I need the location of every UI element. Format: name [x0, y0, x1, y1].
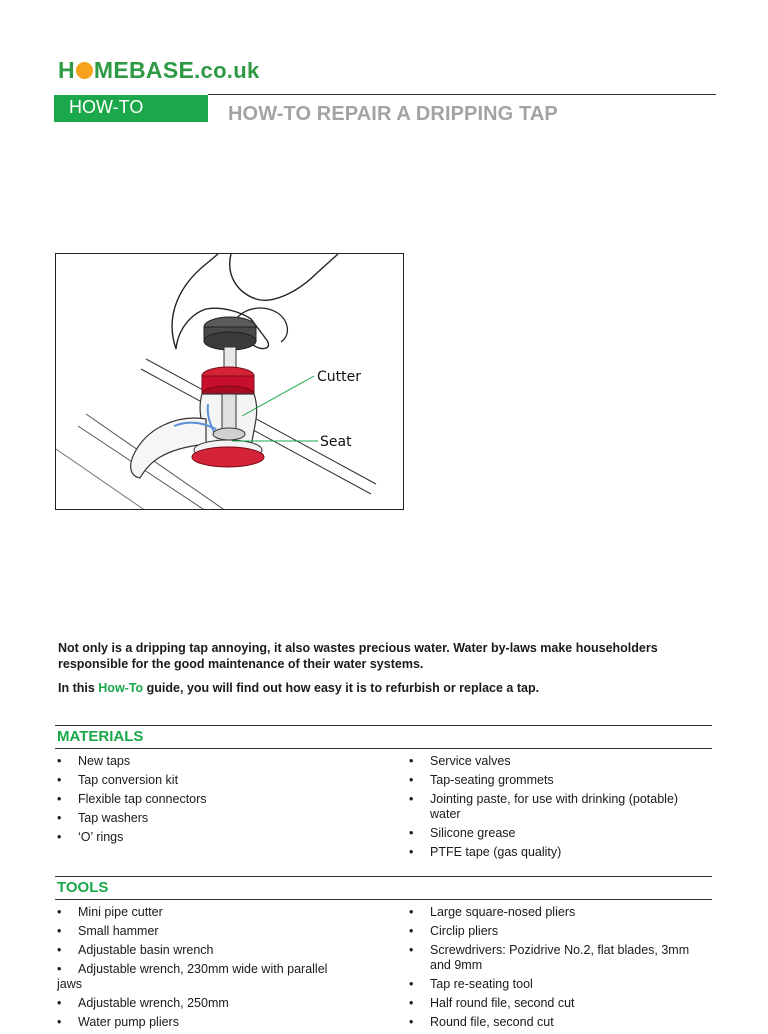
howto-link[interactable]: How-To: [98, 681, 144, 695]
materials-heading: MATERIALS: [57, 728, 144, 745]
logo-orange-dot: [76, 62, 93, 79]
list-item: • Large square-nosed pliers: [409, 905, 709, 920]
intro-p2-after: guide, you will find out how easy it is to refurbish or replace a tap.: [143, 681, 540, 695]
list-item: • Round file, second cut: [409, 1015, 709, 1030]
list-item: • Service valves: [409, 754, 709, 769]
list-item: • Tap re-seating tool: [409, 977, 709, 992]
list-item: • Small hammer: [57, 924, 387, 939]
seat-label: Seat: [320, 434, 352, 450]
list-item: • Mini pipe cutter: [57, 905, 387, 920]
tap-illustration-svg: [56, 254, 404, 510]
materials-rule-top: [55, 725, 712, 726]
list-item: • Adjustable wrench, 250mm: [57, 996, 387, 1011]
tools-rule-top: [55, 876, 712, 877]
intro-text: [58, 640, 718, 704]
cutter-label: Cutter: [317, 369, 361, 385]
intro-paragraph-2: [58, 680, 718, 696]
list-item: • Screwdrivers: Pozidrive No.2, flat blades, 3mm and 9mm: [409, 943, 709, 973]
logo-text-mebase: MEBASE: [93, 57, 195, 83]
tools-list-right: [409, 905, 709, 1034]
list-item-continuation: jaws: [57, 977, 83, 991]
materials-rule-bottom: [55, 748, 712, 749]
list-item: • Tap washers: [57, 811, 387, 826]
page-title: HOW-TO REPAIR A DRIPPING TAP: [228, 103, 558, 125]
list-item: • Silicone grease: [409, 826, 709, 841]
tools-rule-bottom: [55, 899, 712, 900]
cutter-head: [213, 428, 245, 440]
howto-badge: HOW-TO: [54, 95, 208, 122]
list-item: • Jointing paste, for use with drinking (potable) water: [409, 792, 709, 822]
intro-p2-before: In this: [58, 681, 99, 695]
list-item: • Tap-seating grommets: [409, 773, 709, 788]
list-item: • Adjustable wrench, 230mm wide with parallel: [57, 962, 387, 977]
list-item: • New taps: [57, 754, 387, 769]
list-item: • ‘O’ rings: [57, 830, 387, 845]
tools-heading: TOOLS: [57, 879, 109, 896]
logo-tld: .co.uk: [194, 58, 260, 83]
list-item: • PTFE tape (gas quality): [409, 845, 709, 860]
list-item: • Tap conversion kit: [57, 773, 387, 788]
materials-list-left: [57, 754, 387, 849]
tap-base-ring: [192, 447, 264, 467]
list-item: • Water pump pliers: [57, 1015, 387, 1030]
tap-reseating-illustration: [55, 253, 404, 510]
intro-paragraph-1: Not only is a dripping tap annoying, it also wastes precious water. Water by-laws make householders responsible for the good maintenance of their water systems.: [58, 641, 658, 671]
list-item: • Adjustable basin wrench: [57, 943, 387, 958]
materials-list-right: [409, 754, 709, 864]
list-item: • Circlip pliers: [409, 924, 709, 939]
homebase-logo[interactable]: [58, 56, 260, 85]
logo-text-h: H: [58, 57, 75, 83]
tools-list-left: [57, 905, 387, 1034]
list-item: • Half round file, second cut: [409, 996, 709, 1011]
list-item: • Flexible tap connectors: [57, 792, 387, 807]
header-rule: [208, 94, 716, 95]
